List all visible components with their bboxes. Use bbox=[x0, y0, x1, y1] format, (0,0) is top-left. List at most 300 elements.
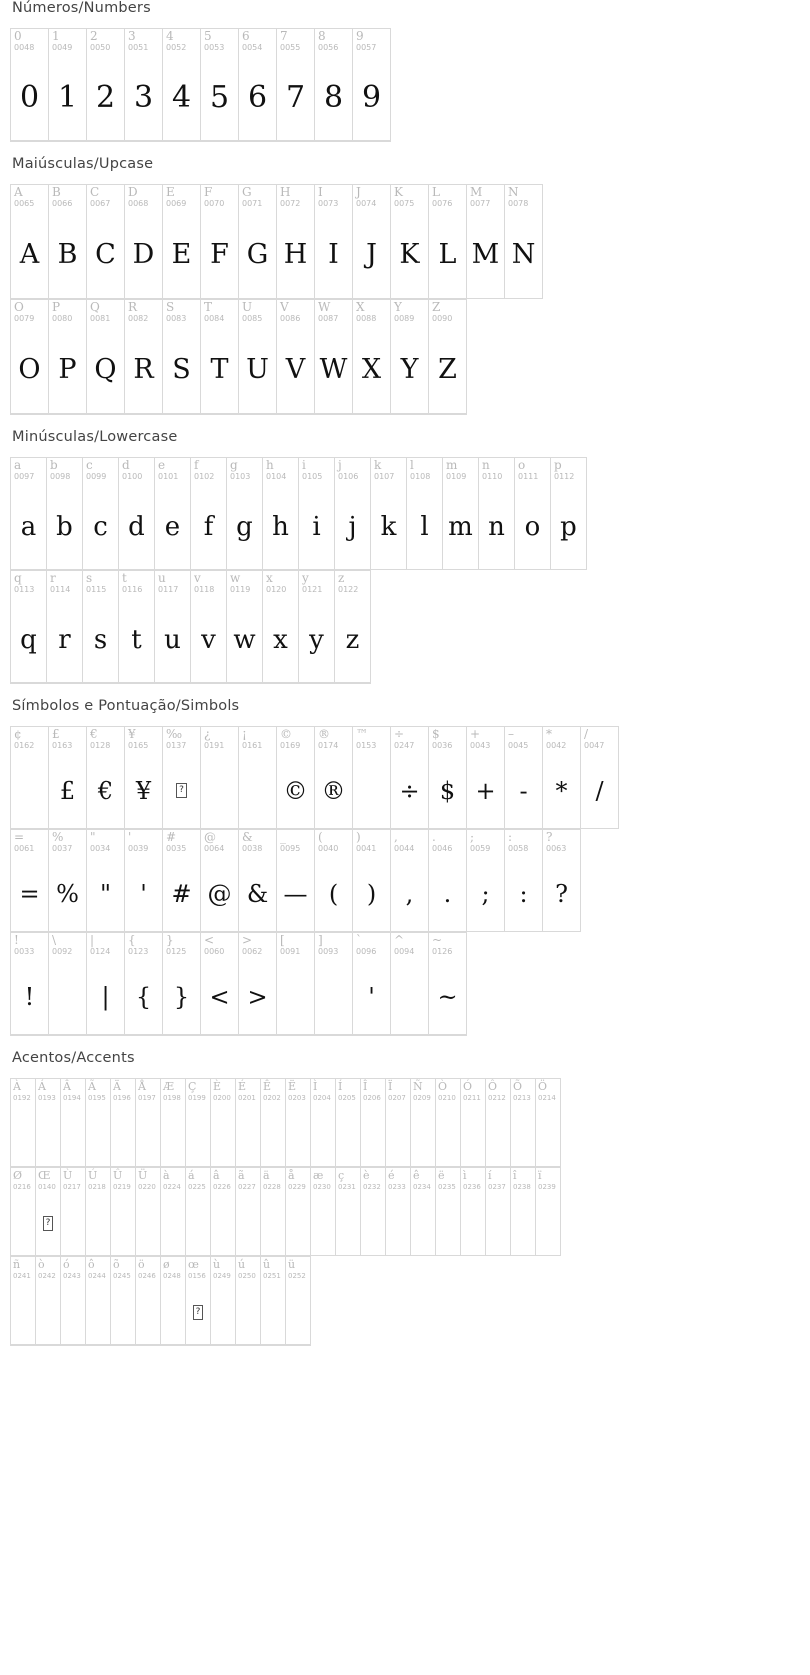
glyph-cell[interactable] bbox=[86, 1168, 111, 1256]
glyph-code-label: 0163 bbox=[52, 741, 73, 750]
glyph-header bbox=[239, 185, 276, 211]
glyph-cell[interactable] bbox=[87, 300, 125, 414]
glyph-header bbox=[386, 1079, 410, 1103]
glyph-cell[interactable] bbox=[236, 1257, 261, 1345]
glyph-cell[interactable] bbox=[551, 458, 587, 570]
glyph-cell[interactable] bbox=[277, 300, 315, 414]
glyph-cell[interactable] bbox=[186, 1257, 211, 1345]
glyph-char-label: ¿ bbox=[204, 727, 211, 741]
glyph-char-label: S bbox=[166, 300, 175, 314]
glyph-cell[interactable] bbox=[163, 29, 201, 141]
glyph-artwork bbox=[511, 1192, 535, 1255]
glyph-cell[interactable] bbox=[163, 727, 201, 829]
glyph-cell[interactable] bbox=[211, 1079, 236, 1167]
glyph-cell[interactable] bbox=[391, 830, 429, 932]
glyph-artwork bbox=[61, 1103, 85, 1166]
glyph-header bbox=[47, 571, 82, 597]
glyph-cell[interactable] bbox=[543, 727, 581, 829]
glyph-header bbox=[429, 933, 466, 959]
glyph-code-label: 0066 bbox=[52, 199, 73, 208]
glyph-char-label: d bbox=[122, 458, 130, 472]
glyph-cell[interactable] bbox=[536, 1168, 561, 1256]
glyph-header bbox=[163, 727, 200, 753]
glyph-header bbox=[467, 830, 504, 856]
glyph-code-label: 0232 bbox=[363, 1183, 381, 1191]
glyph-cell[interactable] bbox=[353, 29, 391, 141]
glyph-cell[interactable] bbox=[11, 1168, 36, 1256]
glyph-code-label: 0199 bbox=[188, 1094, 206, 1102]
glyph-artwork: ; bbox=[481, 879, 490, 908]
glyph-cell[interactable] bbox=[335, 458, 371, 570]
glyph-artwork: , bbox=[405, 879, 414, 908]
glyph-char-label: ö bbox=[138, 1258, 145, 1271]
glyph-code-label: 0121 bbox=[302, 585, 323, 594]
glyph-header bbox=[111, 1257, 135, 1281]
glyph-cell[interactable] bbox=[315, 29, 353, 141]
glyph-code-label: 0072 bbox=[280, 199, 301, 208]
glyph-header bbox=[119, 458, 154, 484]
glyph-cell[interactable] bbox=[86, 1257, 111, 1345]
glyph-cell[interactable] bbox=[467, 830, 505, 932]
glyph-char-label: x bbox=[266, 571, 273, 585]
glyph-cell[interactable] bbox=[353, 300, 391, 414]
section-title: Minúsculas/Lowercase bbox=[12, 429, 178, 445]
glyph-header bbox=[315, 830, 352, 856]
glyph-cell[interactable] bbox=[87, 933, 125, 1035]
glyph-cell[interactable] bbox=[163, 933, 201, 1035]
glyph-cell[interactable] bbox=[391, 727, 429, 829]
glyph-cell[interactable] bbox=[391, 300, 429, 414]
glyph-cell[interactable] bbox=[261, 1079, 286, 1167]
glyph-cell[interactable] bbox=[479, 458, 515, 570]
glyph-char-label: T bbox=[204, 300, 213, 314]
glyph-cell[interactable] bbox=[361, 1079, 386, 1167]
glyph-cell[interactable] bbox=[286, 1168, 311, 1256]
glyph-cell[interactable] bbox=[239, 300, 277, 414]
glyph-cell[interactable] bbox=[86, 1079, 111, 1167]
glyph-cell[interactable] bbox=[111, 1257, 136, 1345]
glyph-cell[interactable] bbox=[411, 1079, 436, 1167]
glyph-code-label: 0035 bbox=[166, 844, 187, 853]
glyph-cell[interactable] bbox=[227, 458, 263, 570]
glyph-artwork bbox=[61, 1281, 85, 1344]
glyph-cell[interactable] bbox=[49, 727, 87, 829]
glyph-cell[interactable] bbox=[11, 933, 49, 1035]
glyph-artwork: w bbox=[233, 624, 256, 655]
glyph-char-label: % bbox=[52, 830, 64, 844]
glyph-header bbox=[87, 727, 124, 753]
glyph-artwork: Z bbox=[438, 354, 457, 385]
glyph-char-label: D bbox=[128, 185, 138, 199]
glyph-cell[interactable] bbox=[511, 1079, 536, 1167]
glyph-artwork bbox=[315, 959, 352, 1034]
glyph-cell[interactable] bbox=[239, 933, 277, 1035]
glyph-cell[interactable] bbox=[543, 830, 581, 932]
glyph-code-label: 0236 bbox=[463, 1183, 481, 1191]
glyph-code-label: 0059 bbox=[470, 844, 491, 853]
glyph-cell[interactable] bbox=[277, 185, 315, 299]
glyph-cell[interactable] bbox=[315, 300, 353, 414]
glyph-cell[interactable] bbox=[83, 571, 119, 683]
glyph-row bbox=[10, 932, 467, 1036]
glyph-char-label: é bbox=[388, 1169, 395, 1182]
glyph-cell[interactable] bbox=[201, 300, 239, 414]
glyph-char-label: Æ bbox=[163, 1080, 175, 1093]
glyph-cell[interactable] bbox=[125, 29, 163, 141]
glyph-cell[interactable] bbox=[286, 1257, 311, 1345]
glyph-code-label: 0201 bbox=[238, 1094, 256, 1102]
glyph-cell[interactable] bbox=[125, 830, 163, 932]
glyph-cell[interactable] bbox=[335, 571, 371, 683]
glyph-cell[interactable] bbox=[211, 1257, 236, 1345]
glyph-code-label: 0233 bbox=[388, 1183, 406, 1191]
glyph-header bbox=[429, 300, 466, 326]
glyph-char-label: ä bbox=[263, 1169, 270, 1182]
glyph-code-label: 0156 bbox=[188, 1272, 206, 1280]
glyph-code-label: 0046 bbox=[432, 844, 453, 853]
glyph-char-label: ‰ bbox=[166, 727, 183, 741]
glyph-header bbox=[163, 830, 200, 856]
glyph-cell[interactable] bbox=[11, 300, 49, 414]
glyph-cell[interactable] bbox=[163, 185, 201, 299]
glyph-header bbox=[353, 185, 390, 211]
glyph-cell[interactable] bbox=[201, 727, 239, 829]
glyph-cell[interactable] bbox=[201, 29, 239, 141]
glyph-cell[interactable] bbox=[36, 1257, 61, 1345]
glyph-header bbox=[391, 830, 428, 856]
glyph-artwork bbox=[136, 1281, 160, 1344]
glyph-cell[interactable] bbox=[581, 727, 619, 829]
glyph-char-label: l bbox=[410, 458, 414, 472]
glyph-artwork bbox=[136, 1192, 160, 1255]
glyph-cell[interactable] bbox=[47, 571, 83, 683]
glyph-code-label: 0079 bbox=[14, 314, 35, 323]
glyph-cell[interactable] bbox=[125, 727, 163, 829]
glyph-cell[interactable] bbox=[11, 1079, 36, 1167]
glyph-cell[interactable] bbox=[486, 1168, 511, 1256]
glyph-cell[interactable] bbox=[411, 1168, 436, 1256]
glyph-char-label: 4 bbox=[166, 29, 174, 43]
glyph-cell[interactable] bbox=[11, 29, 49, 141]
glyph-header bbox=[136, 1168, 160, 1192]
glyph-artwork: T bbox=[210, 354, 229, 385]
glyph-cell[interactable] bbox=[49, 933, 87, 1035]
glyph-cell[interactable] bbox=[155, 571, 191, 683]
glyph-cell[interactable] bbox=[61, 1257, 86, 1345]
glyph-cell[interactable] bbox=[391, 933, 429, 1035]
glyph-char-label: ú bbox=[238, 1258, 246, 1271]
glyph-artwork: v bbox=[201, 624, 216, 655]
glyph-header bbox=[286, 1257, 310, 1281]
glyph-cell[interactable] bbox=[11, 571, 47, 683]
glyph-header bbox=[486, 1168, 510, 1192]
glyph-cell[interactable] bbox=[119, 571, 155, 683]
glyph-cell[interactable] bbox=[515, 458, 551, 570]
glyph-code-label: 0064 bbox=[204, 844, 225, 853]
glyph-code-label: 0125 bbox=[166, 947, 187, 956]
glyph-cell[interactable] bbox=[136, 1168, 161, 1256]
glyph-cell[interactable] bbox=[186, 1079, 211, 1167]
glyph-cell[interactable] bbox=[429, 933, 467, 1035]
glyph-code-label: 0212 bbox=[488, 1094, 506, 1102]
glyph-artwork: I bbox=[328, 239, 339, 270]
glyph-cell[interactable] bbox=[11, 458, 47, 570]
glyph-header bbox=[277, 830, 314, 856]
glyph-cell[interactable] bbox=[299, 571, 335, 683]
glyph-artwork: 5 bbox=[209, 80, 230, 115]
glyph-char-label: L bbox=[432, 185, 440, 199]
glyph-cell[interactable] bbox=[136, 1257, 161, 1345]
glyph-code-label: 0083 bbox=[166, 314, 187, 323]
glyph-header bbox=[11, 1168, 35, 1192]
glyph-cell[interactable] bbox=[239, 185, 277, 299]
glyph-cell[interactable] bbox=[161, 1079, 186, 1167]
glyph-cell[interactable] bbox=[125, 933, 163, 1035]
glyph-cell[interactable] bbox=[119, 458, 155, 570]
glyph-cell[interactable] bbox=[436, 1168, 461, 1256]
glyph-cell[interactable] bbox=[49, 830, 87, 932]
glyph-code-label: 0140 bbox=[38, 1183, 56, 1191]
glyph-char-label: M bbox=[470, 185, 483, 199]
glyph-artwork bbox=[386, 1192, 410, 1255]
glyph-header bbox=[461, 1168, 485, 1192]
glyph-char-label: h bbox=[266, 458, 274, 472]
glyph-artwork: S bbox=[172, 354, 191, 385]
glyph-cell[interactable] bbox=[87, 29, 125, 141]
glyph-cell[interactable] bbox=[11, 830, 49, 932]
glyph-cell[interactable] bbox=[461, 1079, 486, 1167]
glyph-cell[interactable] bbox=[211, 1168, 236, 1256]
glyph-artwork: < bbox=[209, 982, 230, 1011]
glyph-cell[interactable] bbox=[429, 830, 467, 932]
glyph-artwork: Q bbox=[94, 354, 117, 385]
glyph-code-label: 0074 bbox=[356, 199, 377, 208]
glyph-cell[interactable] bbox=[436, 1079, 461, 1167]
glyph-code-label: 0237 bbox=[488, 1183, 506, 1191]
glyph-cell[interactable] bbox=[261, 1168, 286, 1256]
glyph-cell[interactable] bbox=[461, 1168, 486, 1256]
glyph-header bbox=[87, 933, 124, 959]
glyph-header bbox=[286, 1079, 310, 1103]
glyph-cell[interactable] bbox=[505, 727, 543, 829]
glyph-artwork: . bbox=[443, 879, 452, 908]
glyph-cell[interactable] bbox=[505, 185, 543, 299]
glyph-char-label: m bbox=[446, 458, 458, 472]
glyph-char-label: € bbox=[90, 727, 98, 741]
glyph-char-label: H bbox=[280, 185, 291, 199]
glyph-code-label: 0153 bbox=[356, 741, 377, 750]
glyph-cell[interactable] bbox=[277, 933, 315, 1035]
glyph-cell[interactable] bbox=[49, 300, 87, 414]
glyph-cell[interactable] bbox=[391, 185, 429, 299]
glyph-cell[interactable] bbox=[61, 1168, 86, 1256]
glyph-code-label: 0040 bbox=[318, 844, 339, 853]
glyph-artwork bbox=[311, 1192, 335, 1255]
glyph-artwork: 1 bbox=[57, 80, 78, 115]
glyph-cell[interactable] bbox=[407, 458, 443, 570]
glyph-cell[interactable] bbox=[186, 1168, 211, 1256]
glyph-cell[interactable] bbox=[49, 185, 87, 299]
glyph-header bbox=[315, 727, 352, 753]
glyph-cell[interactable] bbox=[311, 1168, 336, 1256]
glyph-cell[interactable] bbox=[277, 830, 315, 932]
glyph-char-label: X bbox=[356, 300, 365, 314]
glyph-cell[interactable] bbox=[47, 458, 83, 570]
glyph-header bbox=[11, 830, 48, 856]
glyph-cell[interactable] bbox=[286, 1079, 311, 1167]
glyph-cell[interactable] bbox=[386, 1168, 411, 1256]
glyph-cell[interactable] bbox=[353, 185, 391, 299]
glyph-cell[interactable] bbox=[353, 830, 391, 932]
glyph-artwork: z bbox=[345, 624, 360, 655]
glyph-char-label: a bbox=[14, 458, 22, 472]
glyph-cell[interactable] bbox=[263, 458, 299, 570]
glyph-cell[interactable] bbox=[125, 300, 163, 414]
glyph-char-label: © bbox=[280, 727, 292, 741]
glyph-cell[interactable] bbox=[236, 1168, 261, 1256]
glyph-code-label: 0165 bbox=[128, 741, 149, 750]
glyph-code-label: 0228 bbox=[263, 1183, 281, 1191]
glyph-char-label: Ë bbox=[288, 1080, 297, 1093]
glyph-cell[interactable] bbox=[467, 727, 505, 829]
glyph-cell[interactable] bbox=[163, 830, 201, 932]
glyph-cell[interactable] bbox=[136, 1079, 161, 1167]
glyph-cell[interactable] bbox=[11, 727, 49, 829]
glyph-cell[interactable] bbox=[315, 933, 353, 1035]
glyph-cell[interactable] bbox=[201, 830, 239, 932]
glyph-cell[interactable] bbox=[311, 1079, 336, 1167]
glyph-cell[interactable] bbox=[163, 300, 201, 414]
glyph-artwork bbox=[36, 1192, 60, 1255]
glyph-header bbox=[335, 571, 370, 597]
glyph-header bbox=[286, 1168, 310, 1192]
glyph-char-label: Ñ bbox=[413, 1080, 423, 1093]
glyph-cell[interactable] bbox=[11, 1257, 36, 1345]
glyph-header bbox=[353, 830, 390, 856]
glyph-cell[interactable] bbox=[87, 830, 125, 932]
glyph-header bbox=[543, 830, 580, 856]
glyph-char-label: | bbox=[90, 933, 95, 947]
glyph-artwork bbox=[361, 1103, 385, 1166]
section-title: Acentos/Accents bbox=[12, 1050, 135, 1066]
section-title: Números/Numbers bbox=[12, 0, 151, 16]
glyph-cell[interactable] bbox=[201, 185, 239, 299]
glyph-cell[interactable] bbox=[353, 727, 391, 829]
glyph-char-label: c bbox=[86, 458, 93, 472]
glyph-char-label: + bbox=[470, 727, 481, 741]
glyph-cell[interactable] bbox=[536, 1079, 561, 1167]
glyph-cell[interactable] bbox=[371, 458, 407, 570]
section-title: Maiúsculas/Upcase bbox=[12, 156, 154, 172]
glyph-cell[interactable] bbox=[467, 185, 505, 299]
glyph-artwork: U bbox=[246, 354, 269, 385]
glyph-cell[interactable] bbox=[61, 1079, 86, 1167]
glyph-cell[interactable] bbox=[386, 1079, 411, 1167]
glyph-char-label: Ç bbox=[188, 1080, 197, 1093]
glyph-cell[interactable] bbox=[236, 1079, 261, 1167]
glyph-artwork: ) bbox=[366, 879, 377, 908]
glyph-cell[interactable] bbox=[191, 458, 227, 570]
glyph-cell[interactable] bbox=[277, 29, 315, 141]
glyph-char-label: < bbox=[204, 933, 215, 947]
glyph-cell[interactable] bbox=[111, 1079, 136, 1167]
glyph-code-label: 0210 bbox=[438, 1094, 456, 1102]
glyph-cell[interactable] bbox=[36, 1079, 61, 1167]
glyph-cell[interactable] bbox=[161, 1168, 186, 1256]
glyph-code-label: 0089 bbox=[394, 314, 415, 323]
glyph-char-label: ê bbox=[413, 1169, 420, 1182]
glyph-char-label: Ù bbox=[63, 1169, 73, 1182]
glyph-cell[interactable] bbox=[36, 1168, 61, 1256]
glyph-header bbox=[49, 29, 86, 55]
glyph-artwork bbox=[391, 959, 428, 1034]
glyph-cell[interactable] bbox=[125, 185, 163, 299]
glyph-cell[interactable] bbox=[201, 933, 239, 1035]
glyph-header bbox=[49, 830, 86, 856]
glyph-cell[interactable] bbox=[87, 727, 125, 829]
glyph-artwork: 7 bbox=[285, 80, 306, 115]
glyph-cell[interactable] bbox=[336, 1079, 361, 1167]
glyph-char-label: E bbox=[166, 185, 175, 199]
glyph-cell[interactable] bbox=[239, 29, 277, 141]
glyph-code-label: 0174 bbox=[318, 741, 339, 750]
glyph-char-label: ¥ bbox=[128, 727, 136, 741]
glyph-cell[interactable] bbox=[263, 571, 299, 683]
section-title: Símbolos e Pontuação/Simbols bbox=[12, 698, 240, 714]
glyph-header bbox=[61, 1168, 85, 1192]
glyph-cell[interactable] bbox=[315, 830, 353, 932]
glyph-artwork: 8 bbox=[323, 80, 344, 115]
glyph-artwork bbox=[486, 1192, 510, 1255]
glyph-cell[interactable] bbox=[315, 185, 353, 299]
glyph-cell[interactable] bbox=[511, 1168, 536, 1256]
glyph-cell[interactable] bbox=[155, 458, 191, 570]
glyph-cell[interactable] bbox=[315, 727, 353, 829]
glyph-cell[interactable] bbox=[227, 571, 263, 683]
glyph-cell[interactable] bbox=[299, 458, 335, 570]
glyph-cell[interactable] bbox=[505, 830, 543, 932]
glyph-cell[interactable] bbox=[486, 1079, 511, 1167]
glyph-cell[interactable] bbox=[277, 727, 315, 829]
glyph-cell[interactable] bbox=[161, 1257, 186, 1345]
glyph-cell[interactable] bbox=[111, 1168, 136, 1256]
section-upcase bbox=[10, 142, 810, 415]
glyph-cell[interactable] bbox=[191, 571, 227, 683]
glyph-cell[interactable] bbox=[239, 727, 277, 829]
glyph-cell[interactable] bbox=[11, 185, 49, 299]
glyph-cell[interactable] bbox=[429, 300, 467, 414]
glyph-cell[interactable] bbox=[443, 458, 479, 570]
glyph-cell[interactable] bbox=[353, 933, 391, 1035]
glyph-cell[interactable] bbox=[87, 185, 125, 299]
glyph-header bbox=[211, 1168, 235, 1192]
glyph-cell[interactable] bbox=[239, 830, 277, 932]
glyph-cell[interactable] bbox=[49, 29, 87, 141]
glyph-artwork: y bbox=[309, 624, 324, 655]
glyph-cell[interactable] bbox=[261, 1257, 286, 1345]
glyph-char-label: Q bbox=[90, 300, 100, 314]
glyph-cell[interactable] bbox=[429, 727, 467, 829]
glyph-header bbox=[486, 1079, 510, 1103]
glyph-cell[interactable] bbox=[429, 185, 467, 299]
glyph-cell[interactable] bbox=[336, 1168, 361, 1256]
glyph-header bbox=[336, 1168, 360, 1192]
glyph-cell[interactable] bbox=[361, 1168, 386, 1256]
glyph-cell[interactable] bbox=[83, 458, 119, 570]
glyph-artwork: B bbox=[57, 239, 78, 270]
glyph-code-label: 0198 bbox=[163, 1094, 181, 1102]
glyph-char-label: ì bbox=[463, 1169, 467, 1182]
